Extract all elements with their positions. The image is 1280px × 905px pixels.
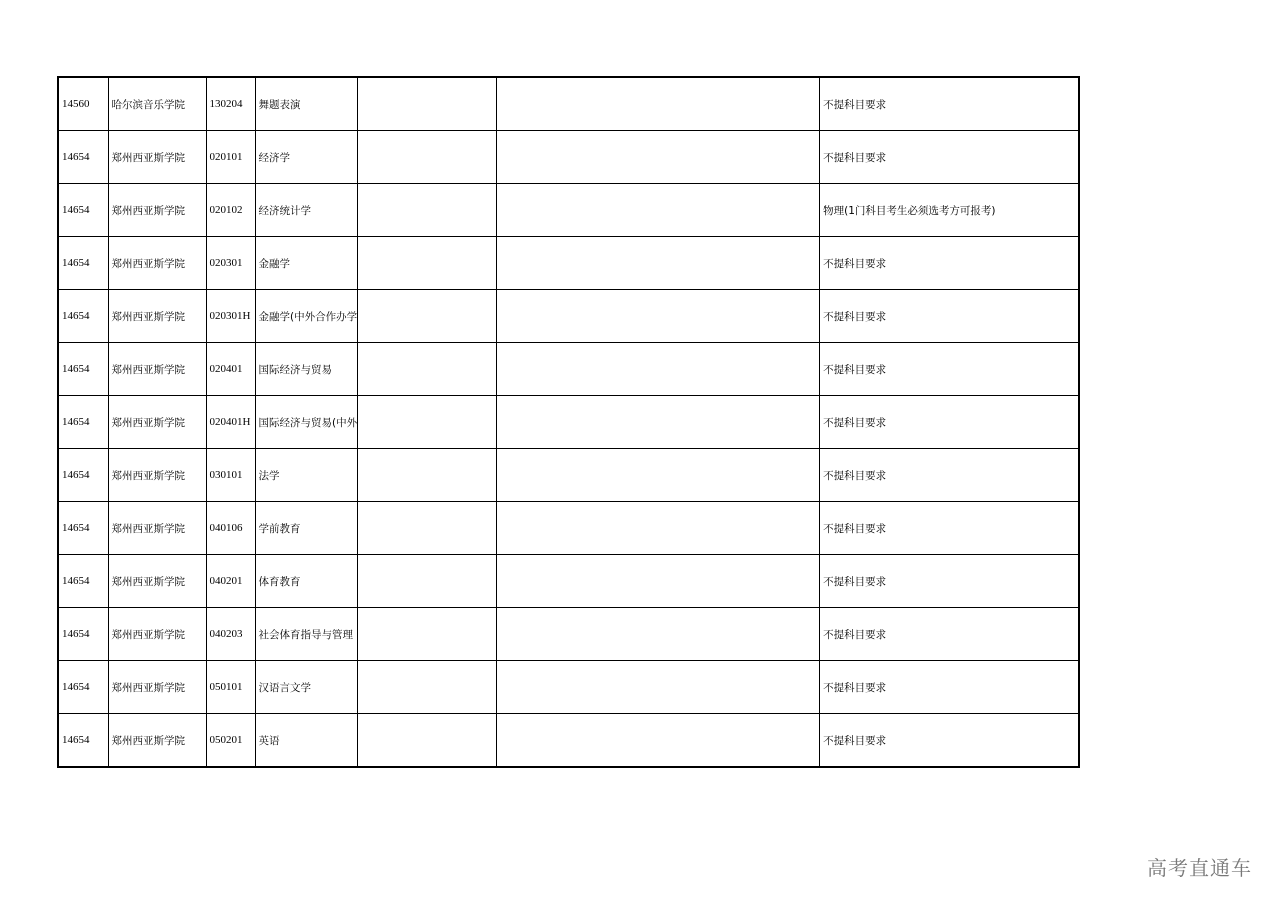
major-code-cell: 050201 xyxy=(206,714,255,768)
table-row xyxy=(58,237,1079,290)
school-name-cell: 郑州西亚斯学院 xyxy=(108,184,206,237)
empty-cell xyxy=(497,449,820,502)
major-name-cell: 舞题表演 xyxy=(255,77,358,131)
major-name-cell: 法学 xyxy=(255,449,358,502)
empty-cell xyxy=(358,449,497,502)
school-code-cell: 14560 xyxy=(58,77,108,131)
school-name-cell: 郑州西亚斯学院 xyxy=(108,343,206,396)
school-name-cell: 郑州西亚斯学院 xyxy=(108,131,206,184)
school-code-cell: 14654 xyxy=(58,237,108,290)
major-code-cell: 020401H xyxy=(206,396,255,449)
empty-cell xyxy=(358,608,497,661)
table-row xyxy=(58,502,1079,555)
subject-requirements-table xyxy=(57,76,1080,768)
table-body xyxy=(58,77,1079,767)
major-name-cell: 金融学(中外合作办学 xyxy=(255,290,358,343)
empty-cell xyxy=(358,131,497,184)
table-row xyxy=(58,290,1079,343)
school-code-cell: 14654 xyxy=(58,396,108,449)
table-row xyxy=(58,184,1079,237)
school-code-cell: 14654 xyxy=(58,661,108,714)
empty-cell xyxy=(497,343,820,396)
school-code-cell: 14654 xyxy=(58,608,108,661)
school-name-cell: 哈尔滨音乐学院 xyxy=(108,77,206,131)
table-row xyxy=(58,449,1079,502)
empty-cell xyxy=(497,290,820,343)
table-row xyxy=(58,343,1079,396)
empty-cell xyxy=(497,608,820,661)
subject-requirement-cell: 不提科目要求 xyxy=(820,714,1079,768)
major-code-cell: 040203 xyxy=(206,608,255,661)
school-name-cell: 郑州西亚斯学院 xyxy=(108,290,206,343)
school-name-cell: 郑州西亚斯学院 xyxy=(108,449,206,502)
watermark-text: 高考直通车 xyxy=(1147,856,1252,880)
school-code-cell: 14654 xyxy=(58,290,108,343)
major-code-cell: 020301H xyxy=(206,290,255,343)
major-name-cell: 经济学 xyxy=(255,131,358,184)
major-name-cell: 经济统计学 xyxy=(255,184,358,237)
empty-cell xyxy=(497,555,820,608)
school-code-cell: 14654 xyxy=(58,714,108,768)
major-code-cell: 050101 xyxy=(206,661,255,714)
school-name-cell: 郑州西亚斯学院 xyxy=(108,396,206,449)
subject-requirement-cell: 物理(1门科目考生必须选考方可报考) xyxy=(820,184,1079,237)
empty-cell xyxy=(497,131,820,184)
table-row xyxy=(58,661,1079,714)
table-row xyxy=(58,555,1079,608)
major-code-cell: 020101 xyxy=(206,131,255,184)
school-code-cell: 14654 xyxy=(58,449,108,502)
major-name-cell: 体育教育 xyxy=(255,555,358,608)
major-code-cell: 030101 xyxy=(206,449,255,502)
school-name-cell: 郑州西亚斯学院 xyxy=(108,714,206,768)
subject-requirement-cell: 不提科目要求 xyxy=(820,396,1079,449)
major-name-cell: 英语 xyxy=(255,714,358,768)
major-code-cell: 020301 xyxy=(206,237,255,290)
table-row xyxy=(58,714,1079,768)
empty-cell xyxy=(358,555,497,608)
major-name-cell: 金融学 xyxy=(255,237,358,290)
major-code-cell: 020102 xyxy=(206,184,255,237)
subject-requirement-cell: 不提科目要求 xyxy=(820,555,1079,608)
empty-cell xyxy=(358,661,497,714)
subject-requirement-cell: 不提科目要求 xyxy=(820,661,1079,714)
major-code-cell: 130204 xyxy=(206,77,255,131)
subject-requirement-cell: 不提科目要求 xyxy=(820,343,1079,396)
school-code-cell: 14654 xyxy=(58,131,108,184)
major-name-cell: 国际经济与贸易 xyxy=(255,343,358,396)
subject-requirement-cell: 不提科目要求 xyxy=(820,131,1079,184)
school-code-cell: 14654 xyxy=(58,184,108,237)
school-name-cell: 郑州西亚斯学院 xyxy=(108,555,206,608)
empty-cell xyxy=(358,343,497,396)
empty-cell xyxy=(358,502,497,555)
school-name-cell: 郑州西亚斯学院 xyxy=(108,502,206,555)
empty-cell xyxy=(358,184,497,237)
subject-requirement-cell: 不提科目要求 xyxy=(820,290,1079,343)
school-code-cell: 14654 xyxy=(58,555,108,608)
major-name-cell: 社会体育指导与管理 xyxy=(255,608,358,661)
major-code-cell: 040106 xyxy=(206,502,255,555)
empty-cell xyxy=(358,396,497,449)
major-code-cell: 040201 xyxy=(206,555,255,608)
empty-cell xyxy=(497,237,820,290)
major-code-cell: 020401 xyxy=(206,343,255,396)
table-row xyxy=(58,77,1079,131)
subject-requirement-cell: 不提科目要求 xyxy=(820,237,1079,290)
school-name-cell: 郑州西亚斯学院 xyxy=(108,608,206,661)
empty-cell xyxy=(497,714,820,768)
school-name-cell: 郑州西亚斯学院 xyxy=(108,661,206,714)
table-row xyxy=(58,131,1079,184)
empty-cell xyxy=(497,77,820,131)
school-code-cell: 14654 xyxy=(58,502,108,555)
school-code-cell: 14654 xyxy=(58,343,108,396)
major-name-cell: 国际经济与贸易(中外 xyxy=(255,396,358,449)
empty-cell xyxy=(497,184,820,237)
major-name-cell: 汉语言文学 xyxy=(255,661,358,714)
empty-cell xyxy=(358,290,497,343)
empty-cell xyxy=(497,661,820,714)
empty-cell xyxy=(358,77,497,131)
subject-requirement-cell: 不提科目要求 xyxy=(820,502,1079,555)
table-row xyxy=(58,608,1079,661)
school-name-cell: 郑州西亚斯学院 xyxy=(108,237,206,290)
subject-requirement-cell: 不提科目要求 xyxy=(820,608,1079,661)
table-row xyxy=(58,396,1079,449)
subject-requirement-cell: 不提科目要求 xyxy=(820,449,1079,502)
empty-cell xyxy=(497,396,820,449)
subject-requirement-cell: 不提科目要求 xyxy=(820,77,1079,131)
major-name-cell: 学前教育 xyxy=(255,502,358,555)
empty-cell xyxy=(497,502,820,555)
empty-cell xyxy=(358,714,497,768)
empty-cell xyxy=(358,237,497,290)
